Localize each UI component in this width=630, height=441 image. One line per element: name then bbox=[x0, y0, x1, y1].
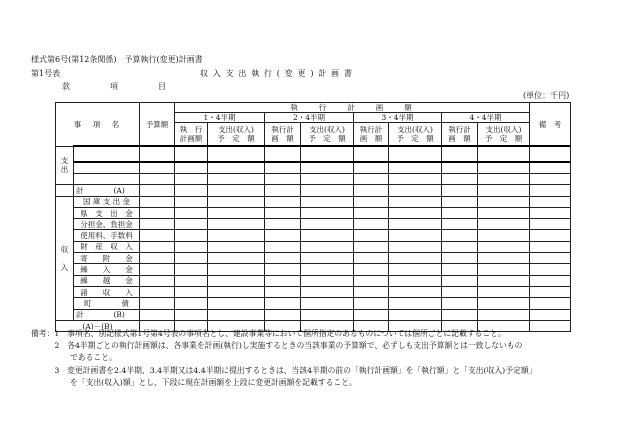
q3-expected-header: 支出(収入) 予 定 額 bbox=[389, 123, 442, 147]
col-jiko: 事 項 名 bbox=[56, 103, 140, 147]
quarter-3: 3・4半期 bbox=[354, 113, 442, 123]
income-item: 財 産 収 入 bbox=[74, 241, 140, 252]
table-number: 第1号表 bbox=[31, 69, 61, 78]
quarter-2: 2・4半期 bbox=[265, 113, 354, 123]
col-shikko: 執 行 計 画 額 bbox=[175, 103, 530, 113]
income-item: 国 庫 支 出 金 bbox=[74, 196, 140, 207]
note-2-cont: であること。 bbox=[31, 353, 117, 363]
note-3: 3 変更計画書を2.4半期、3.4半期又は4.4半期に提出するときは、当該4半期の前の「執行計画額」を「執行額」と「支出(収入)予定額」 bbox=[31, 365, 537, 375]
expenditure-cell bbox=[74, 146, 140, 162]
difference-label: (A)－(B) bbox=[56, 320, 140, 331]
total-a-label: 計 (A) bbox=[74, 185, 140, 196]
income-item: 分担金、負担金 bbox=[74, 219, 140, 230]
q2-expected-header: 支出(収入) 予 定 額 bbox=[301, 123, 354, 147]
quarter-4: 4・4半期 bbox=[442, 113, 530, 123]
total-b-label: 計 (B) bbox=[74, 309, 140, 320]
income-label: 収 入 bbox=[56, 196, 74, 320]
q1-expected-header: 支出(収入) 予 定 額 bbox=[208, 123, 265, 147]
income-item: 県 支 出 金 bbox=[74, 207, 140, 218]
quarter-1: 1・4半期 bbox=[175, 113, 265, 123]
q4-expected-header: 支出(収入) 予 定 額 bbox=[478, 123, 530, 147]
income-item: 寄 附 金 bbox=[74, 253, 140, 264]
q3-plan-header: 執行計 画 額 bbox=[354, 123, 389, 147]
note-1: 備考：1 事項名、別記様式第1号第4号表の事項名とし、建設事業等において個所指定のあるものについては個所ごとに記載すること。 bbox=[31, 329, 506, 338]
q4-plan-header: 執行計 画 額 bbox=[442, 123, 478, 147]
note-2: 2 各4半期ごとの執行計画額は、各事業を計画(執行)し実施するときの当該事業の予算額で、必ずしも支出予算額とは一致しないもの bbox=[31, 341, 523, 351]
plan-table bbox=[55, 102, 571, 332]
q1-plan-header: 執 行 計画額 bbox=[175, 123, 208, 147]
income-item: 諸 収 入 bbox=[74, 286, 140, 297]
income-item: 使用料、手数料 bbox=[74, 230, 140, 241]
expenditure-label: 支 出 bbox=[56, 146, 74, 185]
subject-line: 款 項 目 bbox=[62, 82, 166, 91]
q2-plan-header: 執行計 画 額 bbox=[265, 123, 301, 147]
income-item: 繰 入 金 bbox=[74, 264, 140, 275]
income-item: 繰 越 金 bbox=[74, 275, 140, 286]
form-number: 様式第6号(第12条関係) 予算執行(変更)計画書 bbox=[31, 55, 203, 64]
col-yosan: 予算額 bbox=[140, 103, 175, 147]
col-biko: 備 考 bbox=[530, 103, 571, 147]
unit-label: (単位：千円) bbox=[523, 91, 570, 100]
notes bbox=[31, 328, 536, 389]
income-item: 町 債 bbox=[74, 298, 140, 309]
note-3-cont: を「支出(収入)額」とし、下段に現在計画額を上段に変更計画額を記載すること。 bbox=[31, 377, 357, 387]
document-title: 収入支出執行(変更)計画書 bbox=[200, 69, 357, 78]
